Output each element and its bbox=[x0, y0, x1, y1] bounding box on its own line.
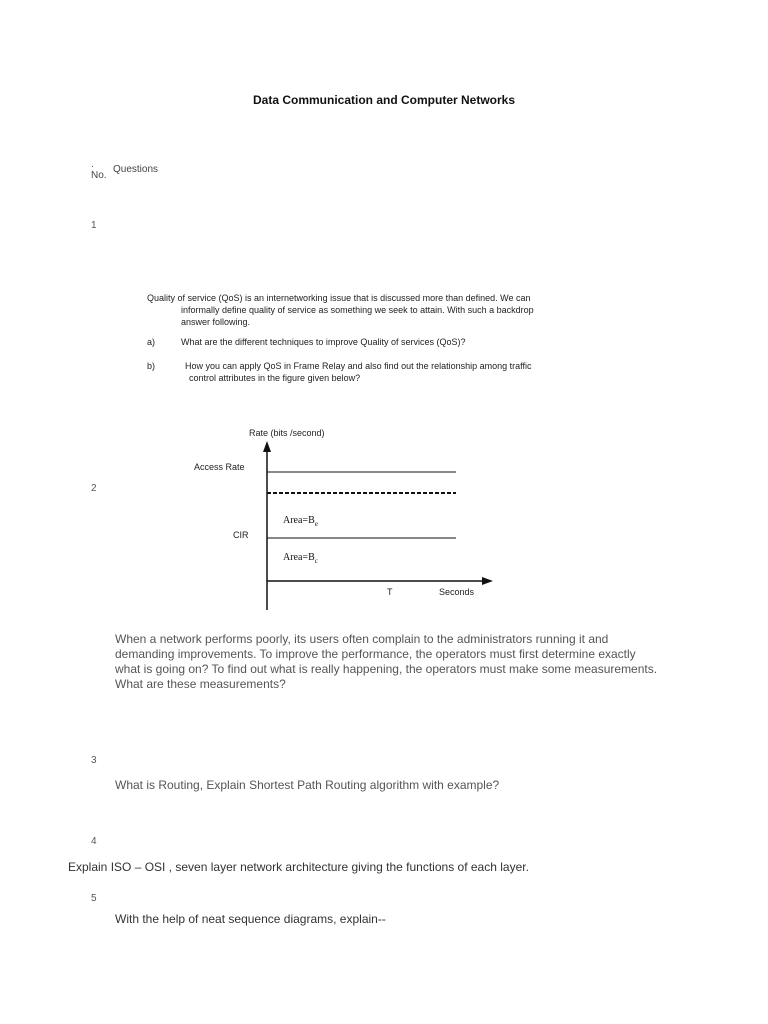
q1-part-b-line2: control attributes in the figure given below? bbox=[189, 373, 361, 383]
figure-area-bc: $Area=B_c$ bbox=[283, 552, 318, 565]
figure-cir-label: CIR bbox=[233, 530, 249, 540]
question-number-2: 2 bbox=[91, 483, 97, 494]
figure-y-axis-arrow bbox=[263, 441, 271, 452]
q1-part-b-label: b) bbox=[147, 361, 156, 371]
q1-part-a-label: a) bbox=[147, 337, 156, 347]
q1-intro-line2: informally define quality of service as something we seek to attain. With such a backdrop bbox=[181, 305, 534, 315]
question-number-3: 3 bbox=[91, 755, 97, 766]
q1-intro-line3: answer following. bbox=[181, 317, 251, 327]
question-number-5: 5 bbox=[91, 893, 97, 904]
figure-x-axis-label: Seconds bbox=[439, 587, 475, 597]
no-dot: . bbox=[91, 159, 94, 170]
question-number-4: 4 bbox=[91, 836, 97, 847]
q2-line3: what is going on? To find out what is really happening, the operators must make some measurements. bbox=[115, 662, 658, 676]
q3-text: What is Routing, Explain Shortest Path Routing algorithm with example? bbox=[115, 778, 500, 792]
q5-text: With the help of neat sequence diagrams, explain-- bbox=[115, 912, 386, 926]
q1-part-b-line1: How you can apply QoS in Frame Relay and also find out the relationship among traffic bbox=[185, 361, 532, 371]
q2-line4: What are these measurements? bbox=[115, 677, 286, 691]
header-no: No. bbox=[91, 170, 107, 181]
q1-intro-line1: Quality of service (QoS) is an internetworking issue that is discussed more than defined. We can bbox=[147, 293, 531, 303]
figure-x-axis-arrow bbox=[482, 577, 493, 585]
q1-part-a-text: What are the different techniques to improve Quality of services (QoS)? bbox=[181, 337, 466, 347]
document-title: Data Communication and Computer Networks bbox=[252, 93, 516, 107]
q4-text: Explain ISO – OSI , seven layer network architecture giving the functions of each layer. bbox=[68, 860, 529, 874]
figure-y-axis-label: Rate (bits /second) bbox=[249, 428, 325, 438]
q2-line2: demanding improvements. To improve the performance, the operators must first determine exactly bbox=[115, 647, 636, 661]
figure-area-be: $Area=B_e$ bbox=[283, 515, 318, 528]
figure-access-rate-label: Access Rate bbox=[194, 462, 245, 472]
q2-line1: When a network performs poorly, its users often complain to the administrators running it and bbox=[115, 632, 609, 646]
header-questions: Questions bbox=[113, 164, 159, 175]
question-number-1: 1 bbox=[91, 220, 97, 231]
figure-t-label: T bbox=[387, 587, 393, 597]
